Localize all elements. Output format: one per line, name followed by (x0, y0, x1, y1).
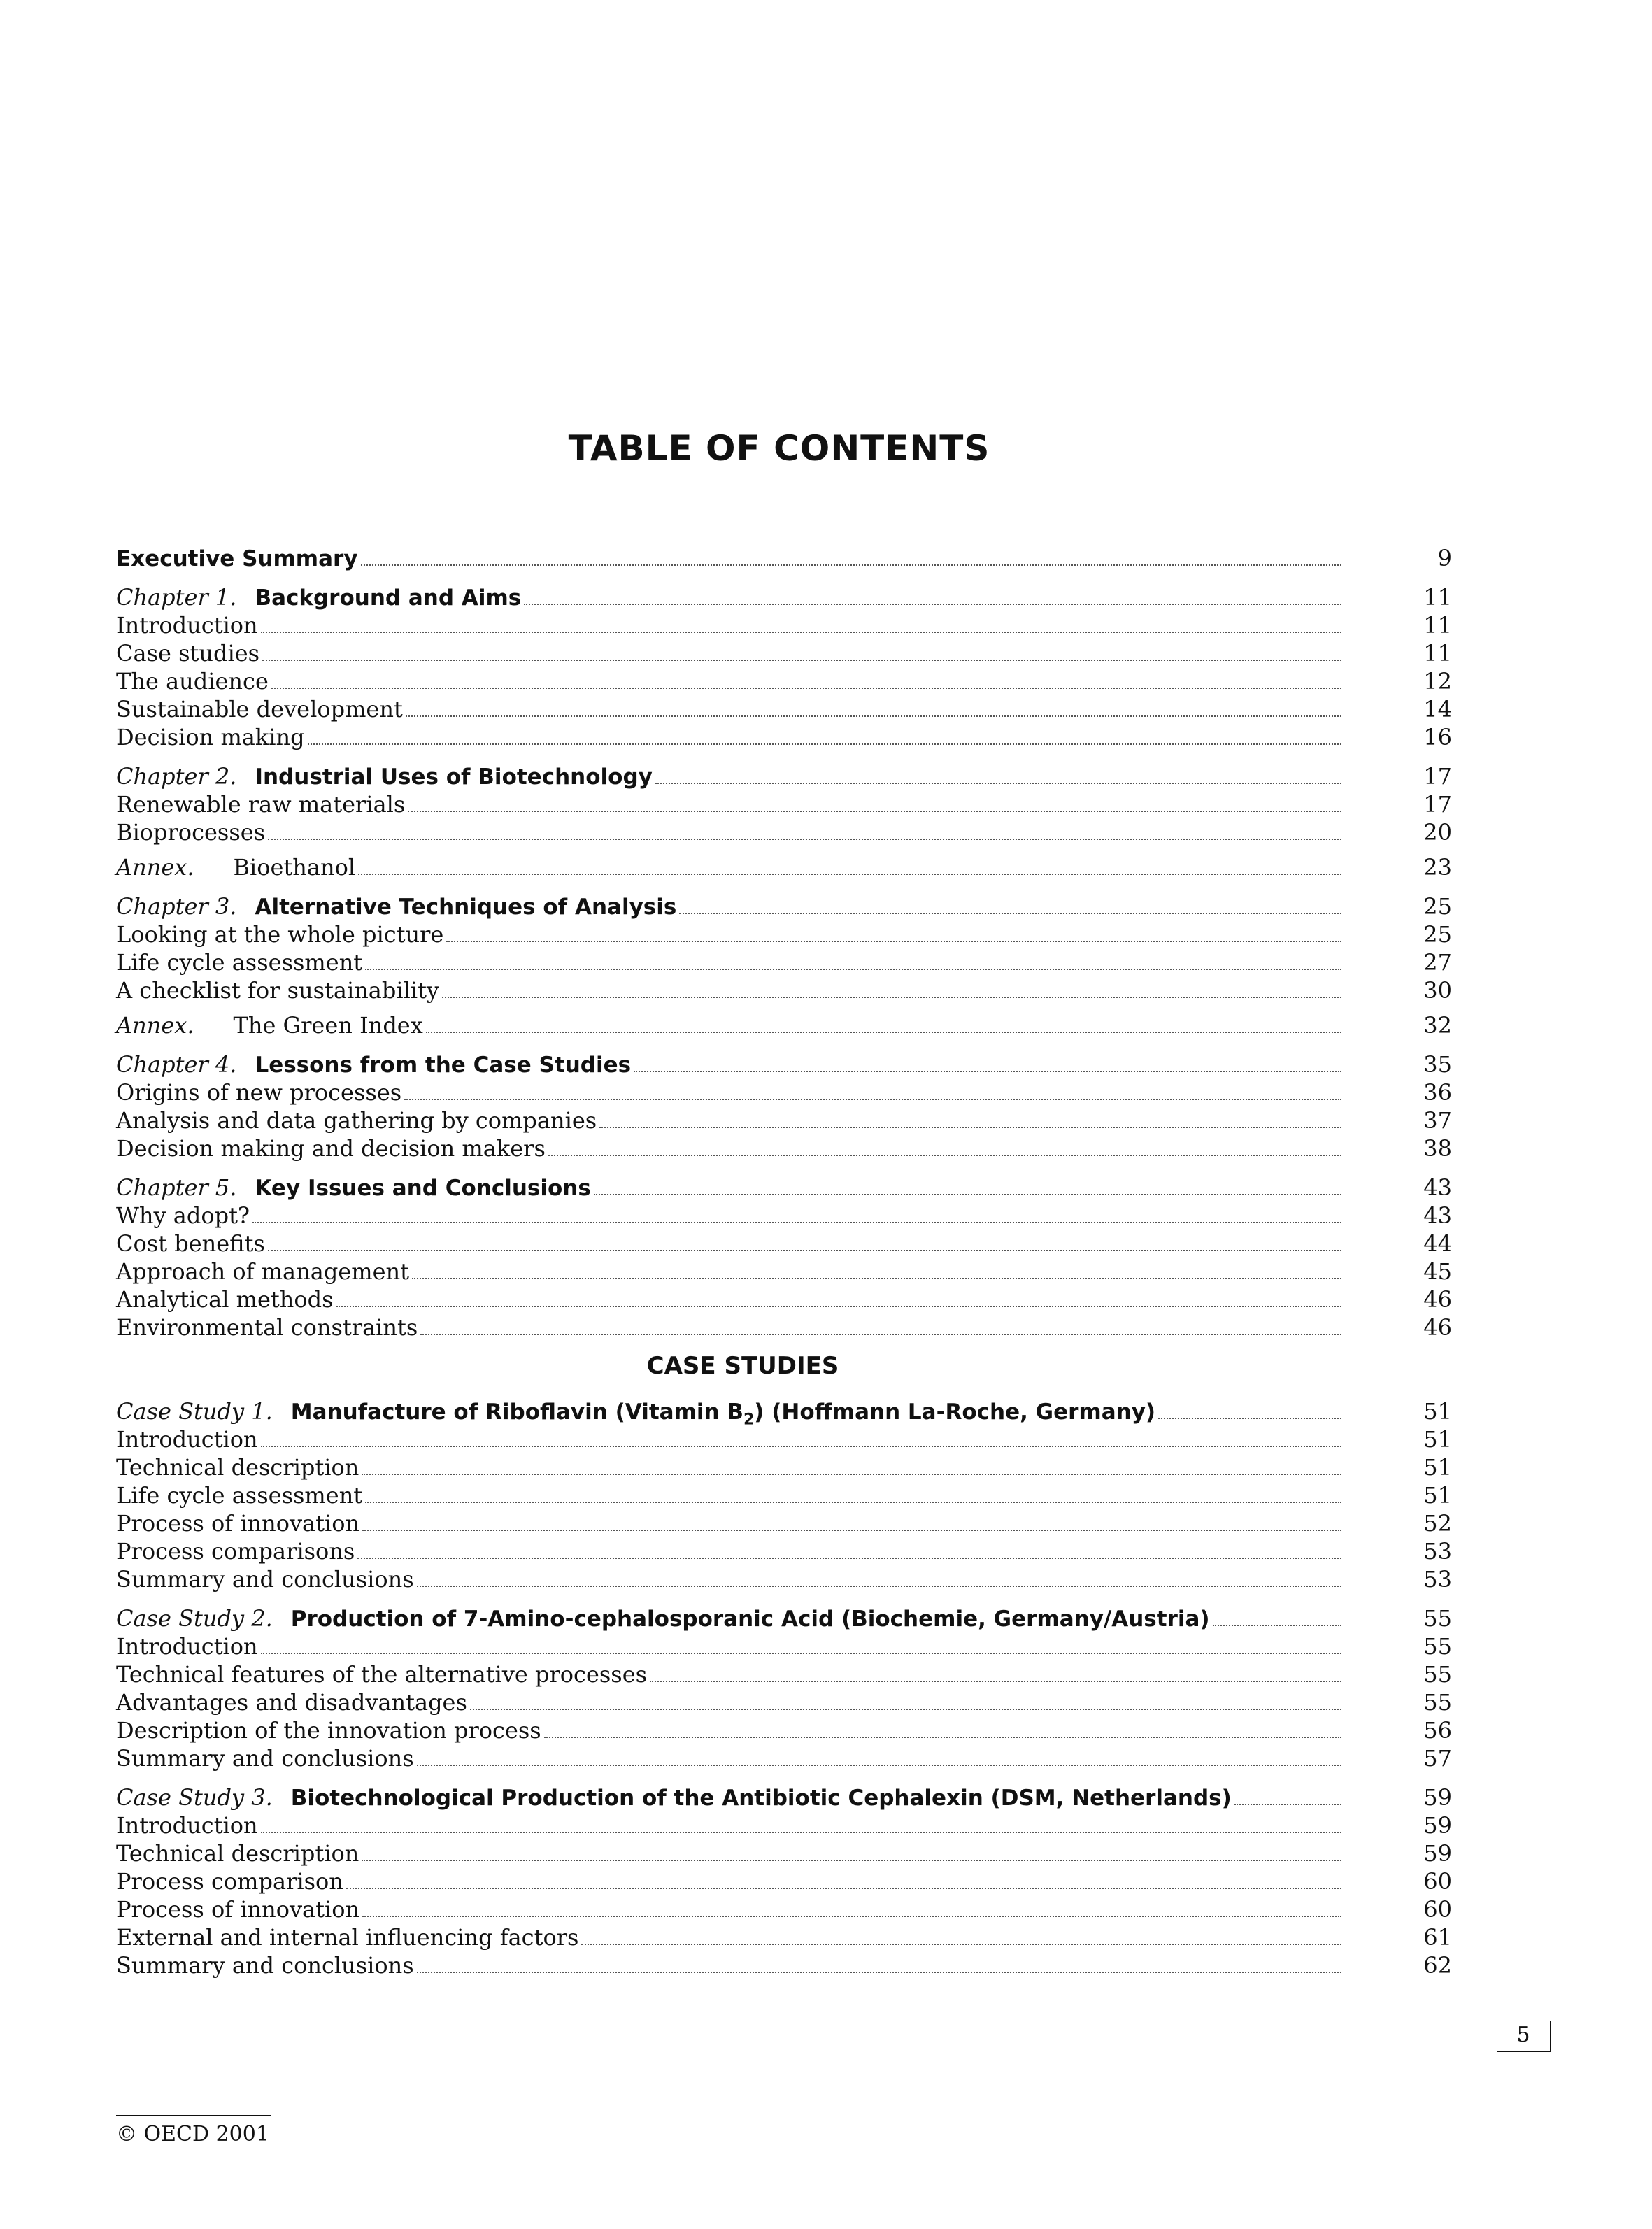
dot-leader (262, 659, 1341, 661)
dot-leader (408, 810, 1341, 812)
entry-label: The audience (116, 668, 269, 695)
toc-entry[interactable] (116, 1106, 1452, 1134)
dot-leader (634, 1070, 1341, 1072)
page-ref: 35 (1423, 1051, 1452, 1078)
entry-prefix: Case Study 3. (116, 1784, 273, 1811)
page-ref: 51 (1423, 1398, 1452, 1425)
entry-label: Case studies (116, 640, 260, 667)
page-ref: 55 (1423, 1661, 1452, 1688)
entry-label: Process comparisons (116, 1538, 355, 1565)
toc-entry[interactable] (116, 1425, 1452, 1453)
dot-leader (261, 1652, 1341, 1654)
dot-leader (679, 912, 1341, 914)
entry-label: Industrial Uses of Biotechnology (255, 764, 653, 790)
page-ref: 25 (1423, 921, 1452, 948)
page-ref: 14 (1423, 696, 1452, 722)
entry-label: Biotechnological Production of the Antibiotic Cephalexin (DSM, Netherlands) (290, 1786, 1232, 1811)
dot-leader (252, 1221, 1341, 1223)
page-ref: 17 (1423, 763, 1452, 790)
toc-heading-entry[interactable] (116, 1604, 1452, 1632)
entry-label: Executive Summary (116, 546, 358, 571)
page-ref: 12 (1423, 668, 1452, 695)
page-ref: 51 (1423, 1482, 1452, 1509)
page-ref: 53 (1423, 1538, 1452, 1565)
section-heading: CASE STUDIES (646, 1352, 839, 1380)
page-title: TABLE OF CONTENTS (568, 428, 990, 469)
dot-leader (655, 782, 1341, 784)
dot-leader (362, 1529, 1341, 1531)
entry-label: Cost benefits (116, 1230, 265, 1257)
entry-label: Process comparison (116, 1868, 343, 1895)
page-ref: 30 (1423, 977, 1452, 1004)
page-ref: 9 (1437, 545, 1452, 571)
dot-leader (426, 1031, 1341, 1033)
entry-label: Process of innovation (116, 1896, 360, 1923)
toc-entry[interactable] (116, 1867, 1452, 1895)
entry-label: A checklist for sustainability (116, 977, 439, 1004)
dot-leader (594, 1193, 1341, 1195)
toc-heading-entry[interactable] (116, 583, 1452, 611)
entry-prefix: Chapter 3. (116, 893, 237, 920)
toc-entry[interactable] (116, 1632, 1452, 1660)
entry-label: Decision making (116, 724, 305, 750)
entry-label: Key Issues and Conclusions (255, 1176, 591, 1201)
dot-leader (362, 1915, 1341, 1917)
page-ref: 11 (1423, 584, 1452, 611)
toc-entry[interactable] (116, 1688, 1452, 1716)
toc-entry[interactable] (116, 639, 1452, 667)
dot-leader (442, 996, 1341, 998)
dot-leader (404, 1098, 1341, 1100)
page-ref: 56 (1423, 1717, 1452, 1744)
toc-entry[interactable] (116, 1286, 1452, 1313)
toc-heading-entry[interactable] (116, 1174, 1452, 1202)
dot-leader (548, 1154, 1341, 1156)
page-number: 5 (1497, 2021, 1551, 2052)
toc-entry[interactable] (116, 611, 1452, 639)
footer-rule (116, 2115, 271, 2116)
dot-leader (650, 1680, 1341, 1682)
page-ref: 43 (1423, 1174, 1452, 1201)
entry-label: Production of 7-Amino-cephalosporanic Acid (Biochemie, Germany/Austria) (290, 1607, 1210, 1632)
dot-leader (365, 968, 1341, 970)
entry-label: Summary and conclusions (116, 1745, 414, 1772)
toc-entry[interactable] (116, 667, 1452, 695)
toc-entry[interactable] (116, 1839, 1452, 1867)
page-ref: 53 (1423, 1566, 1452, 1593)
dot-leader (524, 603, 1341, 605)
page-ref: 43 (1423, 1202, 1452, 1229)
toc-entry[interactable] (116, 1134, 1452, 1162)
entry-prefix: Chapter 5. (116, 1174, 237, 1201)
entry-label: Alternative Techniques of Analysis (255, 895, 677, 920)
toc-heading-entry[interactable] (116, 762, 1452, 790)
dot-leader (417, 1585, 1341, 1587)
toc-entry[interactable] (116, 1565, 1452, 1593)
page-ref: 27 (1423, 949, 1452, 976)
dot-leader (544, 1736, 1341, 1738)
dot-leader (446, 940, 1341, 942)
entry-label: Description of the innovation process (116, 1717, 541, 1744)
toc-entry[interactable] (116, 1923, 1452, 1951)
toc-entry[interactable] (116, 1481, 1452, 1509)
page-ref: 16 (1423, 724, 1452, 750)
page-ref: 55 (1423, 1689, 1452, 1716)
entry-label: Advantages and disadvantages (116, 1689, 467, 1716)
dot-leader (412, 1277, 1341, 1279)
dot-leader (308, 743, 1341, 745)
entry-label: Introduction (116, 1812, 258, 1839)
dot-leader (406, 715, 1341, 717)
dot-leader (1158, 1417, 1341, 1419)
toc-entry[interactable] (116, 723, 1452, 751)
dot-leader (599, 1126, 1341, 1128)
entry-label: Renewable raw materials (116, 791, 406, 818)
toc-entry[interactable] (116, 948, 1452, 976)
dot-leader (358, 873, 1341, 875)
toc-entry[interactable] (116, 790, 1452, 818)
entry-label: Life cycle assessment (116, 1482, 363, 1509)
toc-heading-entry[interactable] (116, 1051, 1452, 1078)
toc-heading-entry[interactable] (116, 544, 1452, 572)
page-ref: 38 (1423, 1135, 1452, 1162)
dot-leader (365, 1501, 1341, 1503)
page-ref: 20 (1423, 819, 1452, 846)
page-ref: 59 (1423, 1812, 1452, 1839)
entry-label: Analysis and data gathering by companies (116, 1107, 597, 1134)
page-ref: 46 (1423, 1286, 1452, 1313)
dot-leader (581, 1943, 1341, 1945)
page-ref: 59 (1423, 1784, 1452, 1811)
dot-leader (417, 1971, 1341, 1973)
toc-entry[interactable] (116, 1258, 1452, 1286)
entry-label: Approach of management (116, 1258, 409, 1285)
entry-prefix: Case Study 2. (116, 1605, 273, 1632)
entry-prefix: Case Study 1. (116, 1398, 273, 1425)
entry-prefix: Annex. (116, 1012, 194, 1039)
toc-entry[interactable] (116, 920, 1452, 948)
page-ref: 32 (1423, 1012, 1452, 1039)
dot-leader (336, 1305, 1341, 1307)
page-ref: 11 (1423, 640, 1452, 667)
page-ref: 60 (1423, 1896, 1452, 1923)
toc-entry[interactable] (116, 1744, 1452, 1772)
page-ref: 60 (1423, 1868, 1452, 1895)
toc-entry[interactable] (116, 818, 1452, 846)
entry-label: Why adopt? (116, 1202, 250, 1229)
dot-leader (271, 687, 1341, 689)
toc-entry[interactable] (116, 1202, 1452, 1230)
entry-label: Origins of new processes (116, 1079, 402, 1106)
dot-leader (261, 631, 1341, 633)
entry-prefix: Annex. (116, 854, 194, 881)
dot-leader (346, 1887, 1341, 1889)
entry-prefix: Chapter 1. (116, 584, 237, 611)
entry-label: Analytical methods (116, 1286, 334, 1313)
toc-entry[interactable] (116, 1078, 1452, 1106)
entry-prefix: Chapter 4. (116, 1051, 237, 1078)
copyright-notice: © OECD 2001 (116, 2122, 269, 2146)
toc-entry[interactable] (116, 1895, 1452, 1923)
entry-label: Bioethanol (233, 854, 356, 881)
page-ref: 62 (1423, 1952, 1452, 1979)
entry-label: Technical features of the alternative processes (116, 1661, 648, 1688)
toc-heading-entry[interactable] (116, 1397, 1452, 1429)
entry-label: Sustainable development (116, 696, 403, 722)
dot-leader (1234, 1803, 1341, 1805)
page-ref: 44 (1423, 1230, 1452, 1257)
dot-leader (470, 1708, 1341, 1710)
dot-leader (261, 1831, 1341, 1833)
toc-entry[interactable] (116, 1230, 1452, 1258)
toc-heading-entry[interactable] (116, 1783, 1452, 1811)
page-ref: 55 (1423, 1605, 1452, 1632)
page-ref: 57 (1423, 1745, 1452, 1772)
toc-heading-entry[interactable] (116, 892, 1452, 920)
entry-label: Summary and conclusions (116, 1952, 414, 1979)
page-ref: 25 (1423, 893, 1452, 920)
dot-leader (420, 1333, 1341, 1335)
page-ref: 52 (1423, 1510, 1452, 1537)
entry-label: Environmental constraints (116, 1314, 418, 1341)
entry-label-cont: ) (Hoffmann La-Roche, Germany) (754, 1400, 1156, 1425)
toc-entry[interactable] (116, 1716, 1452, 1744)
entry-label: Technical description (116, 1454, 359, 1481)
entry-label: Introduction (116, 1633, 258, 1660)
dot-leader (1213, 1624, 1341, 1626)
dot-leader (357, 1557, 1341, 1559)
dot-leader (362, 1859, 1341, 1861)
entry-label: Technical description (116, 1840, 359, 1867)
entry-label: Looking at the whole picture (116, 921, 444, 948)
page-ref: 59 (1423, 1840, 1452, 1867)
toc-entry[interactable] (116, 1509, 1452, 1537)
page-ref: 17 (1423, 791, 1452, 818)
page-ref: 11 (1423, 612, 1452, 639)
entry-label: Bioprocesses (116, 819, 266, 846)
dot-leader (268, 1249, 1341, 1251)
table-of-contents (116, 544, 1452, 1979)
page-ref: 23 (1423, 854, 1452, 881)
dot-leader (268, 838, 1341, 840)
toc-entry[interactable] (116, 1951, 1452, 1979)
toc-entry[interactable] (116, 1453, 1452, 1481)
toc-entry[interactable] (116, 1537, 1452, 1565)
entry-label: Manufacture of Riboflavin (Vitamin B (290, 1400, 743, 1425)
page-ref: 51 (1423, 1454, 1452, 1481)
page-ref: 36 (1423, 1079, 1452, 1106)
toc-entry[interactable] (116, 1660, 1452, 1688)
page-ref: 45 (1423, 1258, 1452, 1285)
page-ref: 37 (1423, 1107, 1452, 1134)
page-ref: 46 (1423, 1314, 1452, 1341)
toc-annex-entry[interactable] (116, 853, 1452, 881)
dot-leader (362, 1473, 1341, 1475)
dot-leader (417, 1764, 1341, 1766)
entry-label: Background and Aims (255, 585, 522, 611)
entry-label: The Green Index (233, 1012, 423, 1039)
dot-leader (261, 1445, 1341, 1447)
entry-label: Process of innovation (116, 1510, 360, 1537)
page-ref: 61 (1423, 1924, 1452, 1951)
page-ref: 51 (1423, 1426, 1452, 1453)
page-ref: 55 (1423, 1633, 1452, 1660)
entry-label: Summary and conclusions (116, 1566, 414, 1593)
entry-label: Decision making and decision makers (116, 1135, 546, 1162)
dot-leader (361, 564, 1341, 566)
entry-label: Introduction (116, 612, 258, 639)
entry-prefix: Chapter 2. (116, 763, 237, 790)
toc-entry[interactable] (116, 1811, 1452, 1839)
toc-entry[interactable] (116, 695, 1452, 723)
toc-entry[interactable] (116, 1313, 1452, 1341)
entry-label: Lessons from the Case Studies (255, 1053, 632, 1078)
toc-entry[interactable] (116, 976, 1452, 1004)
entry-label: Introduction (116, 1426, 258, 1453)
entry-subscript: 2 (743, 1411, 755, 1429)
toc-annex-entry[interactable] (116, 1011, 1452, 1039)
entry-label: Life cycle assessment (116, 949, 363, 976)
entry-label: External and internal influencing factors (116, 1924, 579, 1951)
